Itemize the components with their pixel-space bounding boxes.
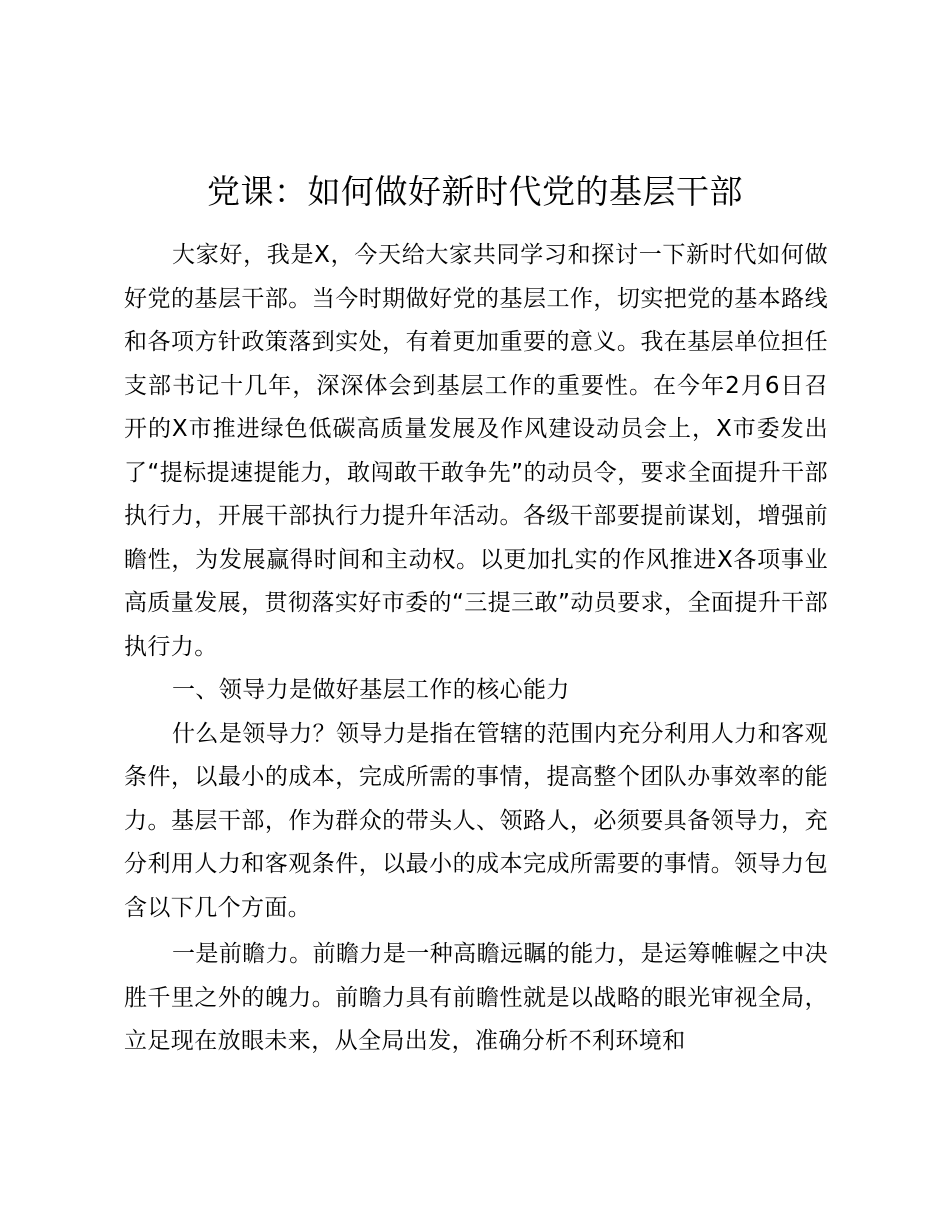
intro-paragraph: 大家好，我是X，今天给大家共同学习和探讨一下新时代如何做好党的基层干部。当今时期做好党的基层工作，切实把党的基本路线和各项方针政策落到实处，有着更加重要的意义。我在基层单位担任支部书记十几年，深深体会到基层工作的重要性。在今年2月6日召开的X市推进绿色低碳高质量发展及作风建设动员会上，X市委发出了“提标提速提能力，敢闯敢干敢争先”的动员令，要求全面提升干部执行力，开展干部执行力提升年活动。各级干部要提前谋划，增强前瞻性，为发展赢得时间和主动权。以更加扎实的作风推进X各项事业高质量发展，贯彻落实好市委的“三提三敢”动员要求，全面提升干部执行力。: [124, 242, 828, 660]
leadership-definition-paragraph: 什么是领导力？领导力是指在管辖的范围内充分利用人力和客观条件，以最小的成本，完成所需的事情，提高整个团队办事效率的能力。基层干部，作为群众的带头人、领路人，必须要具备领导力，充分利用人力和客观条件，以最小的成本完成所需要的事情。领导力包含以下几个方面。: [124, 720, 828, 921]
document-body: [124, 234, 828, 1064]
section-heading: 一、领导力是做好基层工作的核心能力: [172, 677, 570, 703]
document-title: 党课：如何做好新时代党的基层干部: [207, 172, 743, 211]
foresight-paragraph: 一是前瞻力。前瞻力是一种高瞻远瞩的能力，是运筹帷幄之中决胜千里之外的魄力。前瞻力具有前瞻性就是以战略的眼光审视全局，立足现在放眼未来，从全局出发，准确分析不利环境和: [124, 941, 828, 1054]
